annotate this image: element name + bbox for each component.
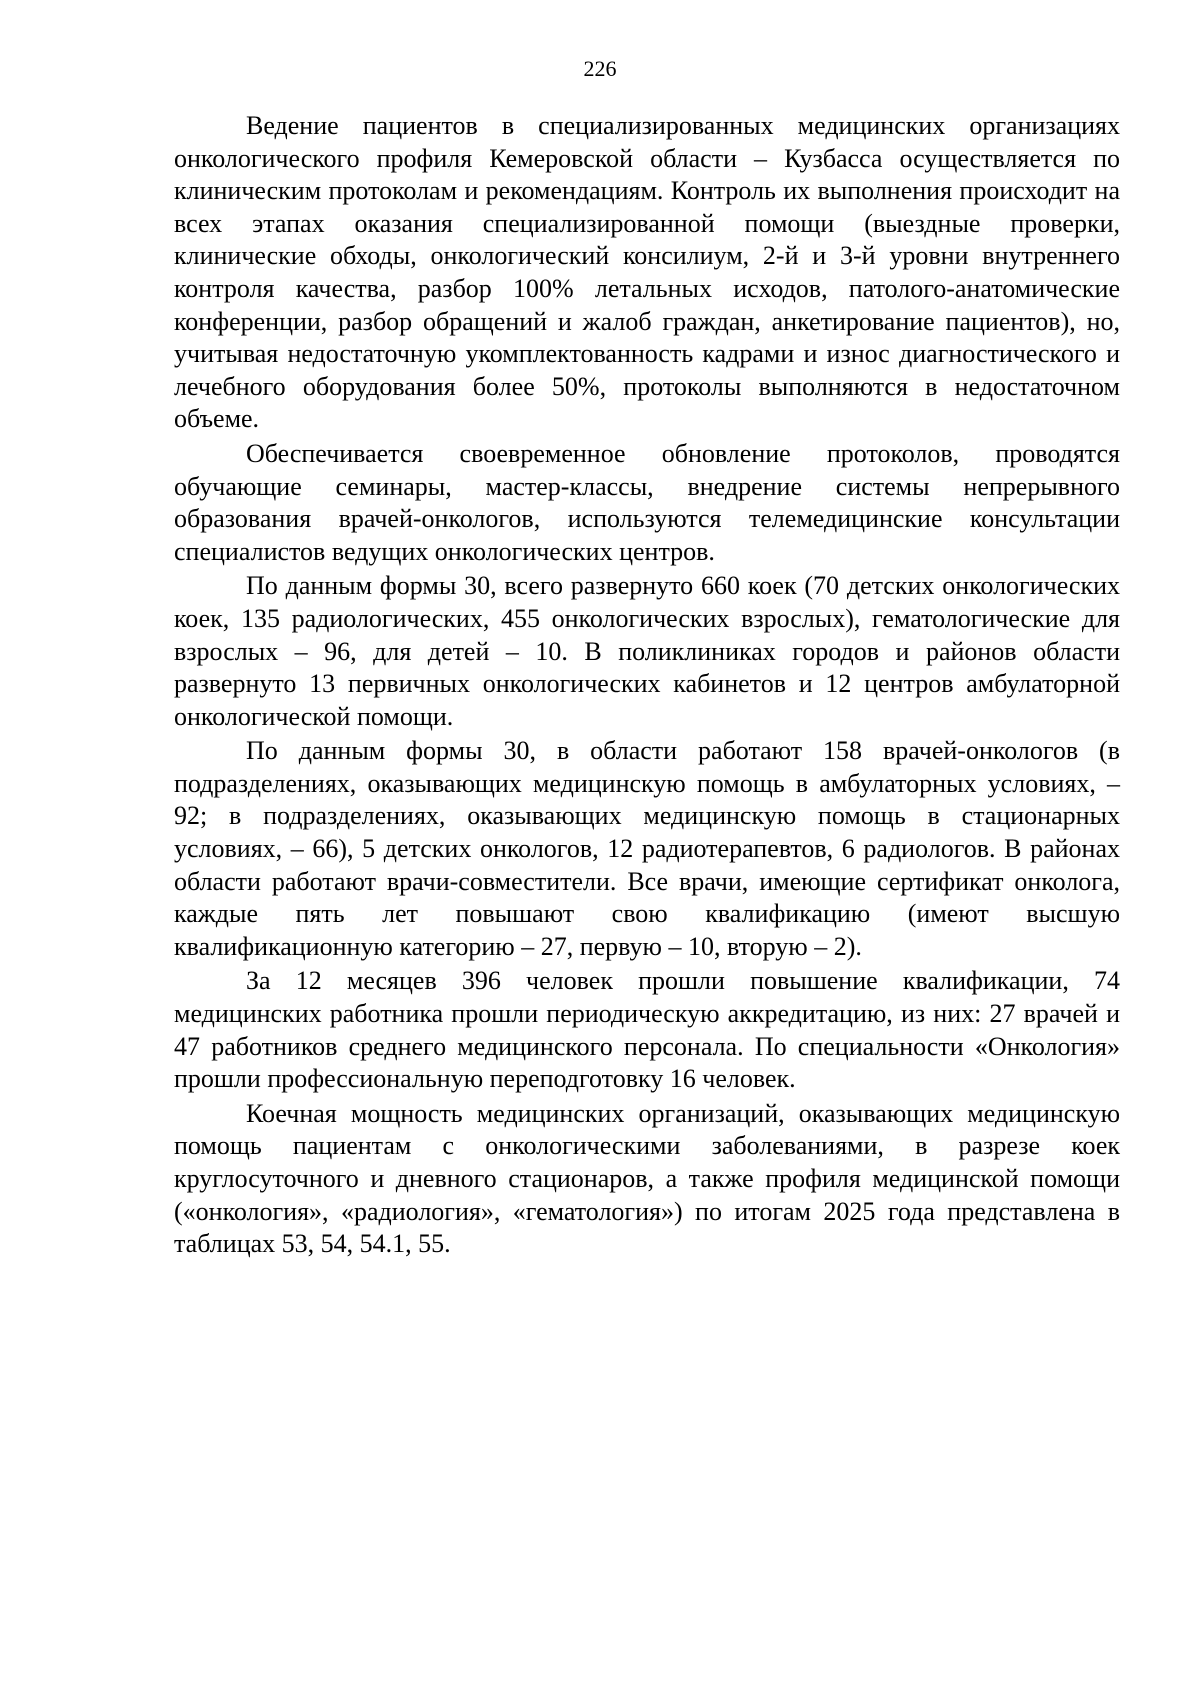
paragraph: По данным формы 30, в области работают 158 врачей-онкологов (в подразделениях, оказывающих медицинскую помощь в амбулаторных условиях, – 92; в подразделениях, оказывающих медицинскую помощь в стационарных условиях, – 66), 5 детских онкологов, 12 радиотерапевтов, 6 радиологов. В районах области работают врачи-совместители. Все врачи, имеющие сертификат онколога, каждые пять лет повышают свою квалификацию (имеют высшую квалификационную категорию – 27, первую – 10, вторую – 2). <box>174 736 1120 961</box>
paragraph: Обеспечивается своевременное обновление протоколов, проводятся обучающие семинары, мастер-классы, внедрение системы непрерывного образования врачей-онкологов, используются телемедицинские консультации специалистов ведущих онкологических центров. <box>174 438 1120 566</box>
paragraph: Ведение пациентов в специализированных медицинских организациях онкологического профиля Кемеровской области – Кузбасса осуществляется по клиническим протоколам и рекомендациям. Контроль их выполнения происходит на всех этапах оказания специализированной помощи (выездные проверки, клинические обходы, онкологический консилиум, 2-й и 3-й уровни внутреннего контроля качества, разбор 100% летальных исходов, патолого-анатомические конференции, разбор обращений и жалоб граждан, анкетирование пациентов), но, учитывая недостаточную укомплектованность кадрами и износ диагностического и лечебного оборудования более 50%, протоколы выполняются в недостаточном объеме. <box>174 111 1120 434</box>
document-body <box>174 110 1120 1263</box>
paragraph: За 12 месяцев 396 человек прошли повышение квалификации, 74 медицинских работника прошли периодическую аккредитацию, из них: 27 врачей и 47 работников среднего медицинского персонала. По специальности «Онкология» прошли профессиональную переподготовку 16 человек. <box>174 966 1120 1094</box>
page-number: 226 <box>583 56 617 81</box>
paragraph: По данным формы 30, всего развернуто 660 коек (70 детских онкологических коек, 135 радиологических, 455 онкологических взрослых), гематологические для взрослых – 96, для детей – 10. В поликлиниках городов и районов области развернуто 13 первичных онкологических кабинетов и 12 центров амбулаторной онкологической помощи. <box>174 571 1120 731</box>
paragraph: Коечная мощность медицинских организаций, оказывающих медицинскую помощь пациентам с онкологическими заболеваниями, в разрезе коек круглосуточного и дневного стационаров, а также профиля медицинской помощи («онкология», «радиология», «гематология») по итогам 2025 года представлена в таблицах 53, 54, 54.1, 55. <box>174 1098 1120 1259</box>
